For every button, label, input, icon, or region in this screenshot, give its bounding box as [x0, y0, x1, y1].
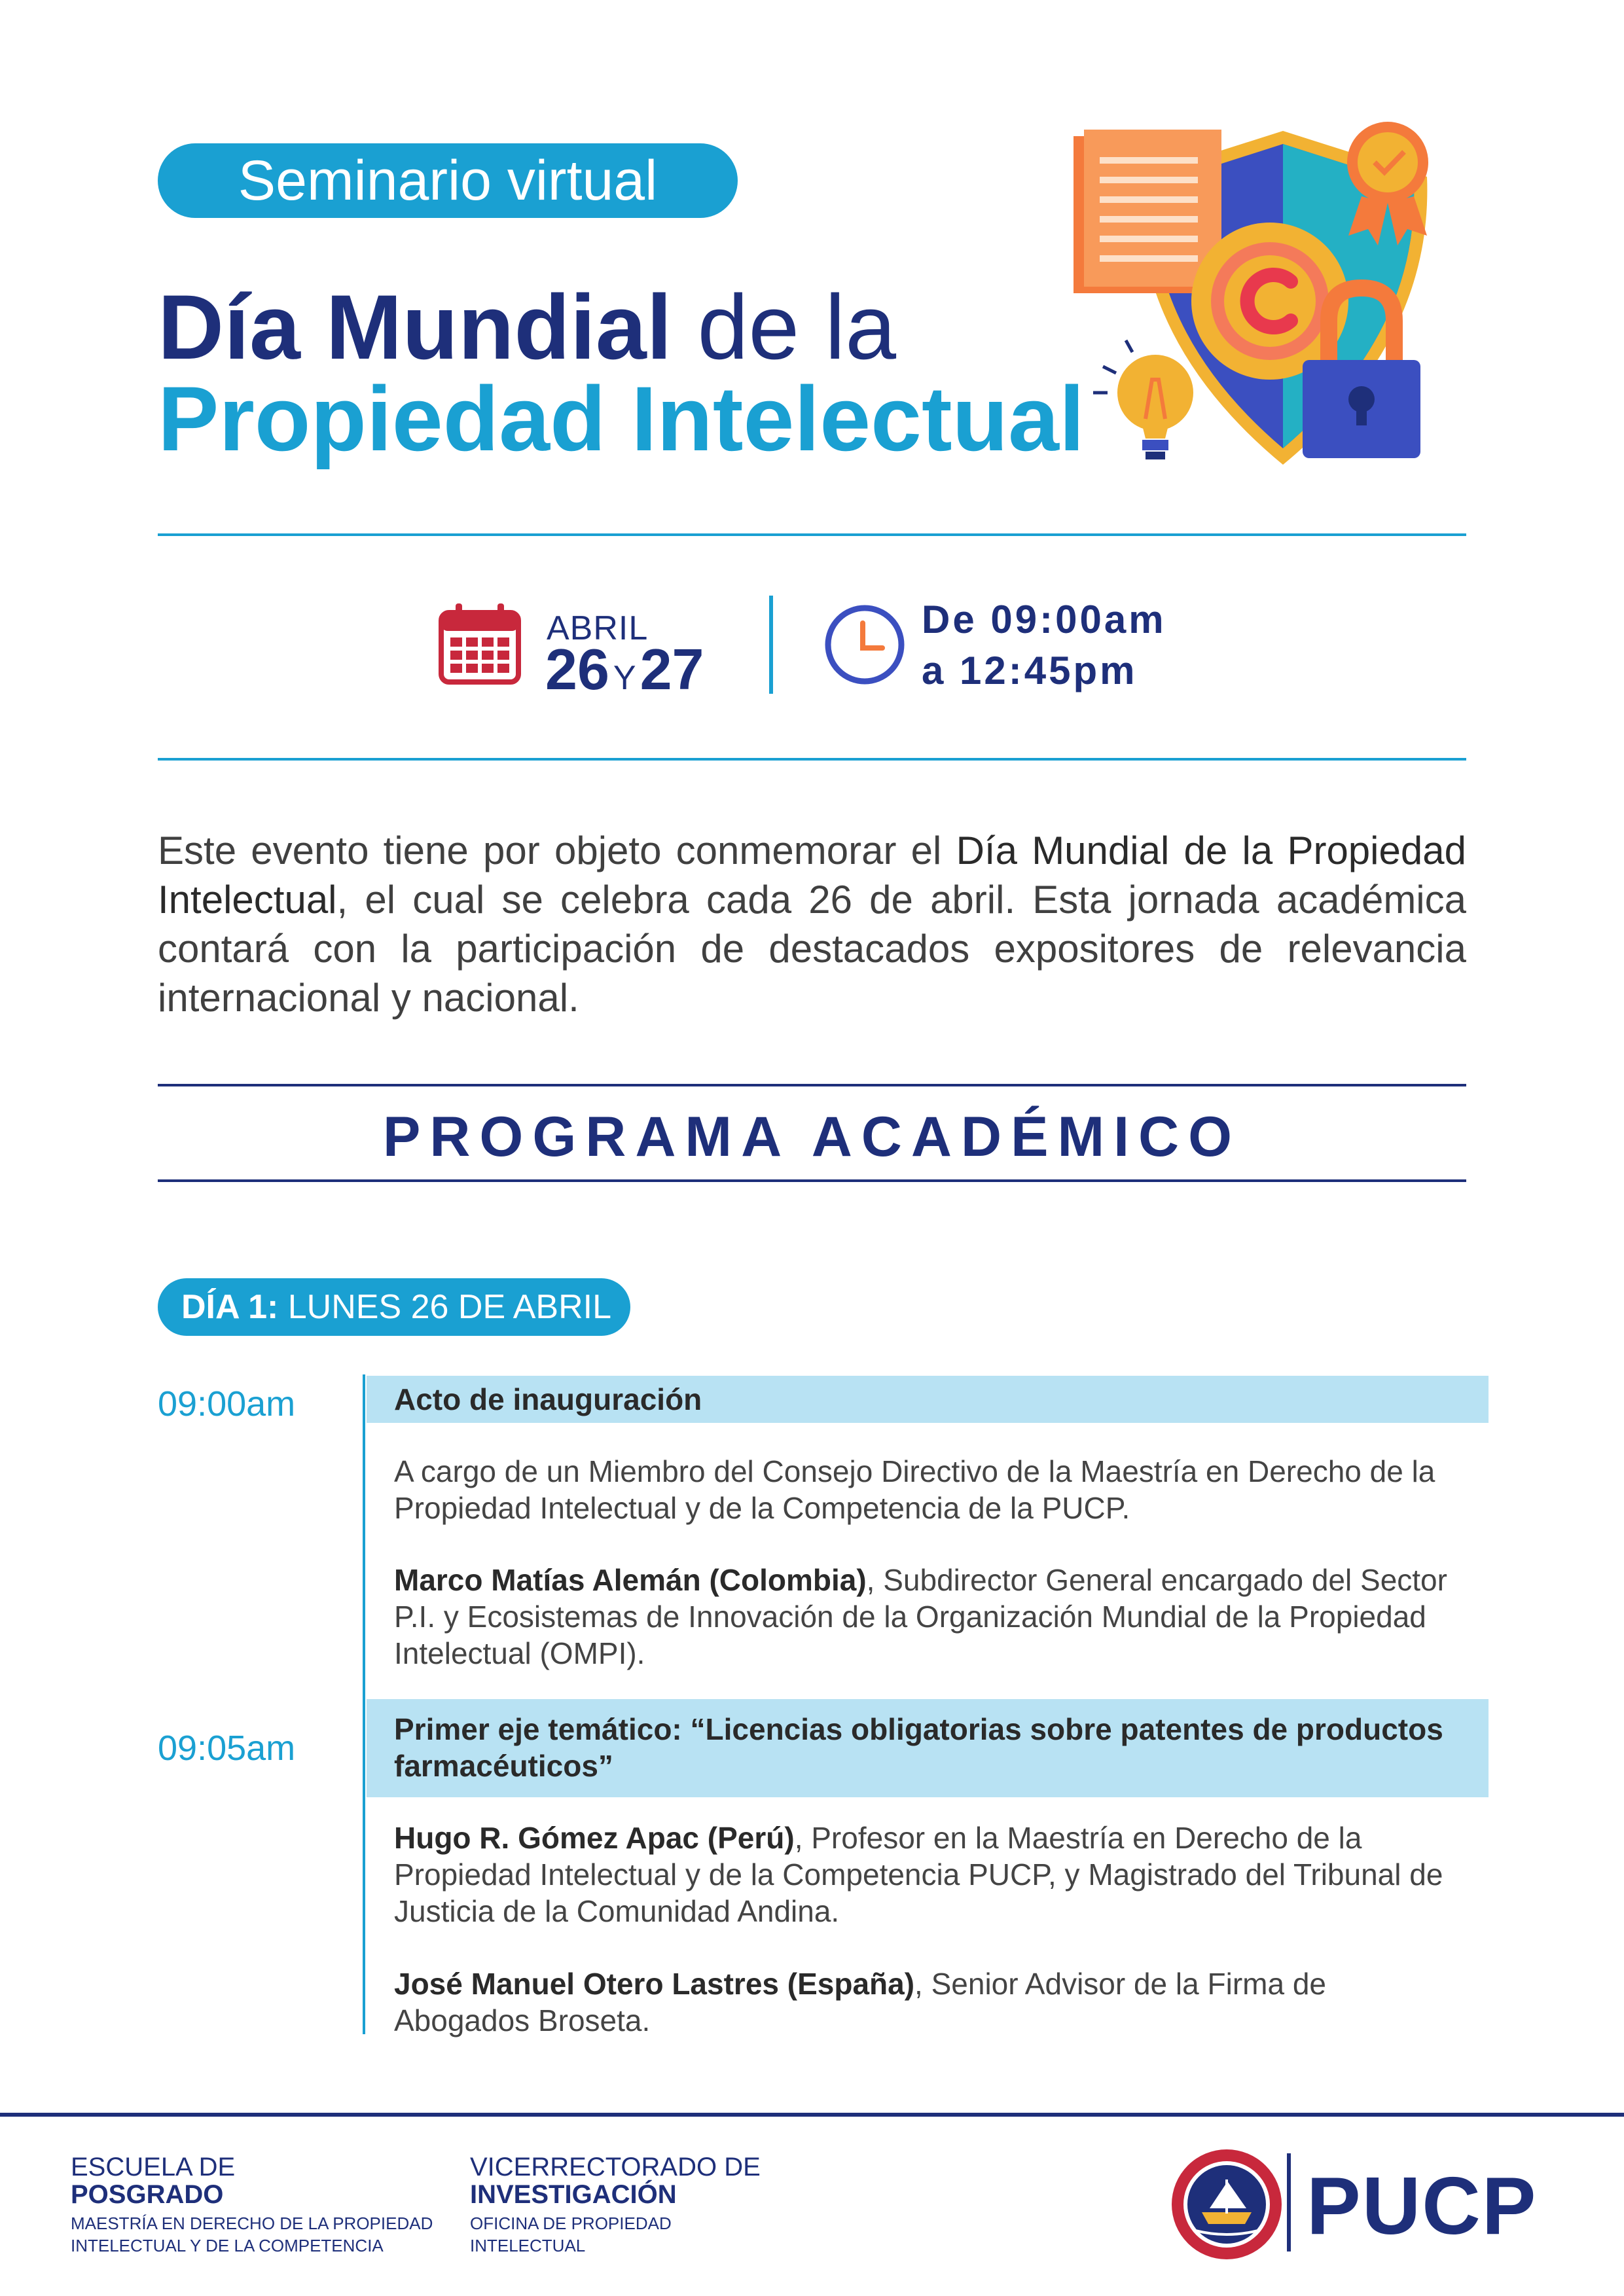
program-divider-top	[158, 1084, 1466, 1086]
divider-top	[158, 533, 1466, 536]
schedule-desc-1: A cargo de un Miembro del Consejo Directivo de la Maestría en Derecho de la Propiedad Intelectual y de la Competencia de la PUCP.	[394, 1454, 1435, 1525]
footer-left-l3: MAESTRÍA EN DERECHO DE LA PROPIEDAD	[71, 2214, 433, 2233]
speaker-role: , Senior Advisor de la Firma de Abogados Broseta.	[394, 1967, 1326, 2037]
schedule-speaker-1	[394, 1562, 1468, 1672]
lightbulb-icon	[1093, 340, 1193, 459]
page-title-line2: Propiedad Intelectual	[158, 367, 1085, 470]
page-title-line1	[158, 275, 896, 380]
clock-icon	[823, 603, 906, 686]
timeline-line	[363, 1374, 365, 2034]
logo-divider	[1287, 2153, 1291, 2251]
footer-divider	[0, 2113, 1624, 2117]
footer-mid-l3: OFICINA DE PROPIEDAD	[470, 2214, 672, 2233]
schedule-title-1: Acto de inauguración	[367, 1376, 1489, 1423]
program-heading: PROGRAMA ACADÉMICO	[382, 1105, 1242, 1168]
pucp-logo: PUCP	[1307, 2161, 1538, 2251]
speaker-name: Marco Matías Alemán (Colombia)	[394, 1563, 867, 1597]
pucp-seal-icon	[1169, 2147, 1284, 2262]
footer-mid-l2: INVESTIGACIÓN	[470, 2180, 677, 2209]
schedule-time-2: 09:05am	[158, 1729, 296, 1768]
time-end: a 12:45pm	[922, 649, 1138, 692]
footer-mid-l4: INTELECTUAL	[470, 2236, 586, 2255]
calendar-icon	[439, 601, 521, 685]
speaker-name: Hugo R. Gómez Apac (Perú)	[394, 1821, 795, 1855]
intro-text-1: Este evento tiene por objeto conmemorar el	[158, 829, 956, 872]
speaker-role: , Subdirector General encargado del Sector P.I. y Ecosistemas de Innovación de la Organización Mundial de la Propiedad Intelectual (OMPI).	[394, 1563, 1447, 1670]
date-days	[545, 636, 704, 703]
date-day1: 26	[545, 637, 609, 702]
footer-vicerrectorado	[470, 2153, 761, 2257]
footer-left-l4: INTELECTUAL Y DE LA COMPETENCIA	[71, 2236, 384, 2255]
schedule-title-2: Primer eje temático: “Licencias obligatorias sobre patentes de productos farmacéuticos”	[367, 1699, 1489, 1797]
day-label-rest: LUNES 26 DE ABRIL	[278, 1288, 611, 1326]
title-bold: Día Mundial	[158, 276, 672, 378]
footer-mid-l1: VICERRECTORADO DE	[470, 2153, 761, 2181]
program-divider-bottom	[158, 1179, 1466, 1182]
date-time-divider	[769, 596, 773, 694]
date-month: ABRIL	[547, 609, 649, 647]
time-start: De 09:00am	[922, 598, 1166, 641]
schedule-speaker-2	[394, 1820, 1468, 1929]
intro-paragraph	[158, 826, 1466, 1022]
day-label	[158, 1278, 630, 1336]
title-light: de la	[672, 276, 897, 378]
footer-left-l1: ESCUELA DE	[71, 2153, 236, 2181]
schedule-speaker-3	[394, 1965, 1468, 2039]
schedule-time-1: 09:00am	[158, 1384, 296, 1424]
date-day2: 27	[640, 637, 704, 702]
divider-mid	[158, 758, 1466, 761]
seminar-badge: Seminario virtual	[158, 143, 738, 218]
speaker-role: , Profesor en la Maestría en Derecho de la Propiedad Intelectual y de la Competencia PUCP, y Magistrado del Tribunal de Justicia de la Comunidad Andina.	[394, 1821, 1443, 1928]
intro-text-bold: Día Mundial de la Propiedad Intelectual	[158, 829, 1466, 922]
speaker-name: José Manuel Otero Lastres (España)	[394, 1967, 915, 2001]
footer-left-l2: POSGRADO	[71, 2180, 224, 2209]
day-label-bold: DÍA 1:	[181, 1288, 279, 1326]
ip-illustration	[1047, 105, 1473, 478]
date-conj: Y	[613, 659, 636, 697]
intro-text-2: , el cual se celebra cada 26 de abril. Esta jornada académica contará con la participación de destacados expositores de relevancia internacional y nacional.	[158, 878, 1466, 1020]
footer-posgrado	[71, 2153, 433, 2257]
